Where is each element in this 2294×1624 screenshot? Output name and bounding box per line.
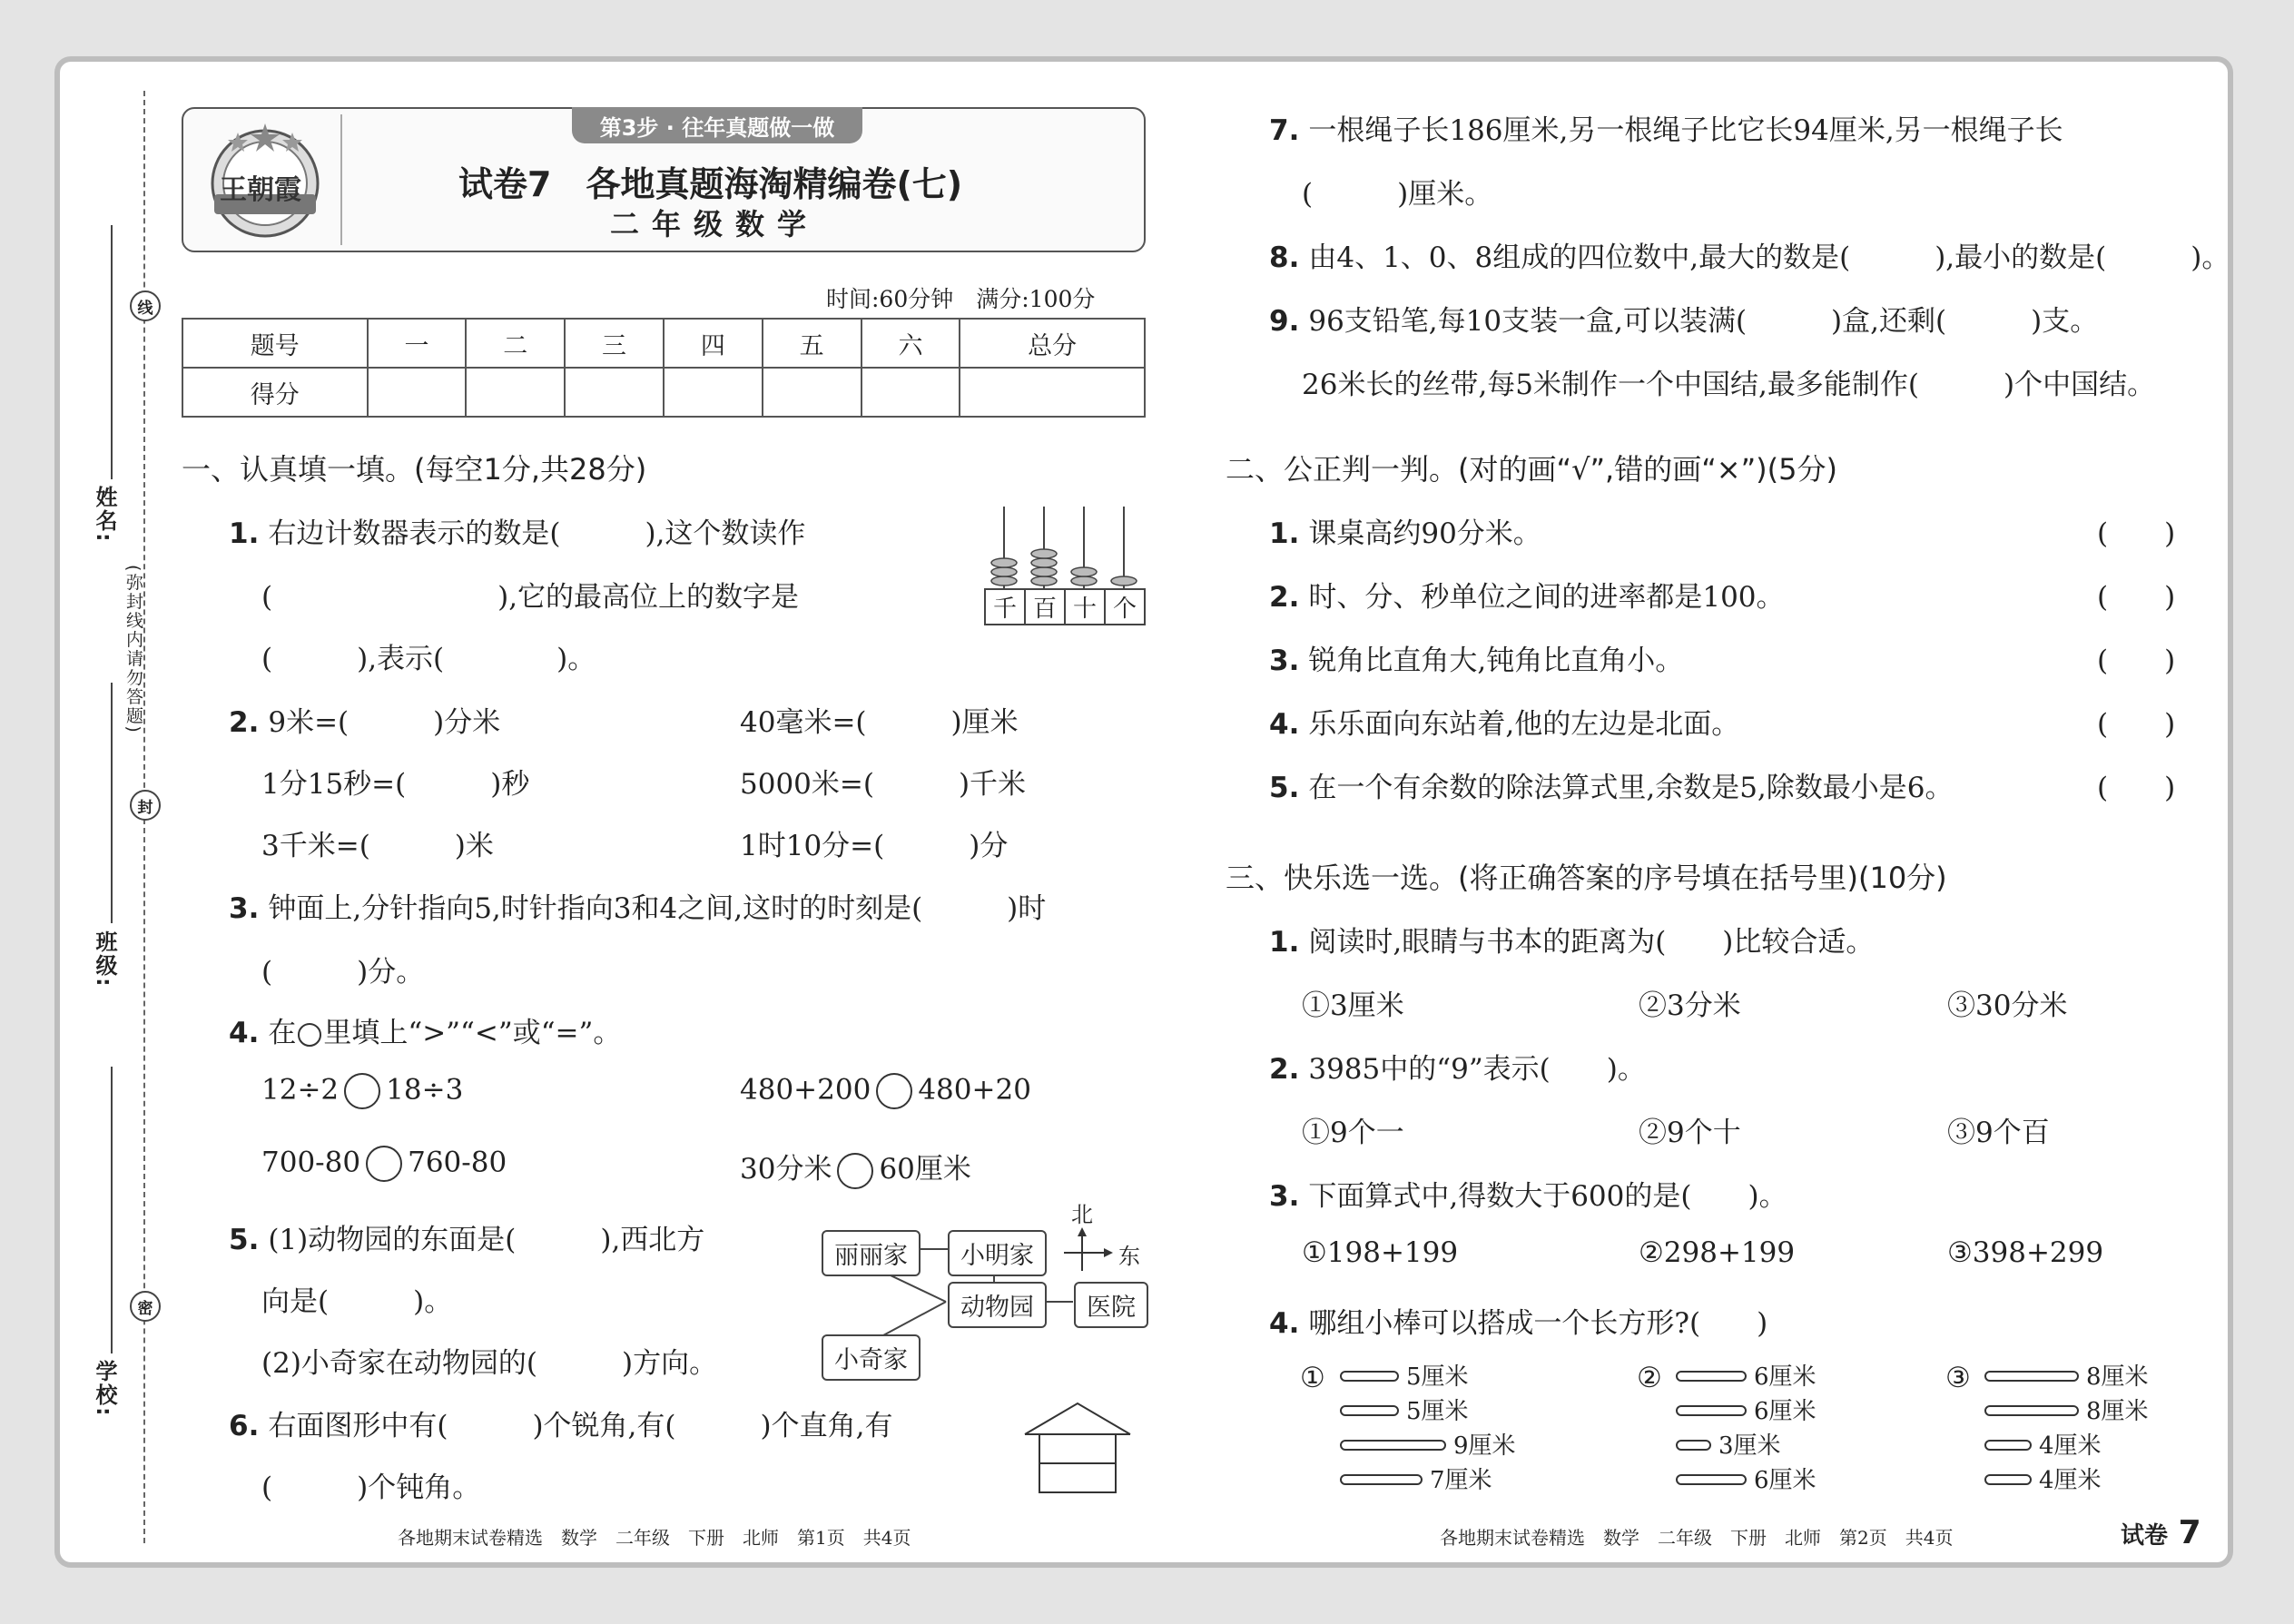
choice-option[interactable]: ③30分米 [1947, 989, 2068, 1022]
score-cell: 四 [664, 319, 763, 368]
judge-mark[interactable]: ( ) [2097, 708, 2176, 741]
q3-line1 [229, 885, 1046, 926]
q3-text: 钟面上,分针指向5,时针指向3和4之间,这时的时刻是( )时 [268, 892, 1047, 925]
stick-label: 9厘米 [1453, 1432, 1516, 1460]
abacus-bead [991, 558, 1017, 567]
footer-left: 各地期末试卷精选 数学 二年级 下册 北师 第1页 共4页 [398, 1527, 911, 1549]
abacus-label: 百 [1026, 590, 1066, 624]
score-input-cell[interactable] [565, 368, 664, 417]
score-cell: 六 [861, 319, 960, 368]
choice-option[interactable]: ②9个十 [1639, 1117, 1741, 1149]
stick-group-marker[interactable]: ③ [1945, 1362, 1971, 1394]
paper-tag [2121, 1514, 2201, 1551]
choice-number: 1. [1269, 926, 1300, 959]
abacus [984, 505, 1147, 632]
stick-label: 7厘米 [1430, 1467, 1492, 1494]
judge-item [1269, 701, 1739, 742]
judge-mark[interactable]: ( ) [2097, 581, 2176, 614]
class-line [111, 683, 113, 923]
q2-text: 9米=( )分米 [268, 706, 501, 739]
compare-circle[interactable] [876, 1073, 912, 1109]
judge-number: 5. [1269, 772, 1300, 804]
stick-label: 4厘米 [2039, 1432, 2102, 1460]
choice-q2 [1269, 1046, 1646, 1087]
score-input-cell[interactable] [861, 368, 960, 417]
stick [1340, 1440, 1446, 1451]
compare-item [740, 1146, 971, 1189]
stick [1984, 1474, 2032, 1485]
stick [1676, 1440, 1711, 1451]
time-info: 时间:60分钟 满分:100分 [826, 286, 1096, 312]
choice-number: 2. [1269, 1053, 1300, 1086]
map-node-xiaoming: 小明家 [948, 1230, 1047, 1276]
compare-item [740, 1073, 1031, 1109]
compass-arrow-icon [1062, 1225, 1117, 1280]
score-cell: 三 [565, 319, 664, 368]
q2-item: 5000米=( )千米 [740, 768, 1027, 801]
judge-number: 1. [1269, 517, 1300, 550]
q2-number: 2. [229, 706, 260, 739]
q7-line1 [1269, 107, 2063, 148]
q6-number: 6. [229, 1410, 260, 1442]
choice-text: 哪组小棒可以搭成一个长方形?( ) [1308, 1307, 1768, 1340]
abacus-bead [991, 567, 1017, 576]
seal-badge-mi: 密 [130, 1291, 161, 1322]
q2-item: 1时10分=( )分 [740, 830, 1009, 862]
q1-line3: ( ),表示( )。 [261, 643, 596, 675]
judge-text: 时、分、秒单位之间的进率都是100。 [1308, 581, 1785, 614]
score-cell: 得分 [182, 368, 368, 417]
q4-intro-b: 里填上“>”“<”或“=”。 [323, 1017, 622, 1049]
judge-text: 在一个有余数的除法算式里,余数是5,除数最小是6。 [1308, 772, 1954, 804]
q5-line1 [229, 1216, 704, 1257]
compare-circle[interactable] [344, 1073, 380, 1109]
circle-icon [298, 1023, 321, 1047]
stick-label: 4厘米 [2039, 1467, 2102, 1494]
choice-number: 4. [1269, 1307, 1300, 1340]
compare-item [261, 1073, 463, 1109]
q8-text: 由4、1、0、8组成的四位数中,最大的数是( ),最小的数是( )。 [1308, 241, 2230, 274]
judge-text: 锐角比直角大,钝角比直角小。 [1308, 645, 1684, 677]
judge-mark[interactable]: ( ) [2097, 645, 2176, 677]
stick [1676, 1474, 1747, 1485]
stick [1340, 1405, 1399, 1416]
q5-line3: (2)小奇家在动物园的( )方向。 [261, 1347, 718, 1380]
q5-number: 5. [229, 1224, 260, 1256]
q9-text: 96支铅笔,每10支装一盒,可以装满( )盒,还剩( )支。 [1308, 305, 2099, 338]
judge-number: 4. [1269, 708, 1300, 741]
choice-number: 3. [1269, 1180, 1300, 1213]
stick [1984, 1405, 2079, 1416]
stick-label: 5厘米 [1406, 1363, 1469, 1391]
stick [1984, 1440, 2032, 1451]
abacus-bead [1031, 567, 1057, 576]
school-label: 学校: [92, 1360, 117, 1418]
compare-left: 12÷2 [261, 1073, 340, 1107]
paper-tag-label: 试卷 [2121, 1522, 2169, 1550]
abacus-bead [1071, 567, 1097, 576]
compare-right: 18÷3 [386, 1073, 464, 1107]
stick-label: 3厘米 [1718, 1432, 1781, 1460]
name-label: 姓名: [92, 486, 117, 544]
stick-label: 6厘米 [1754, 1363, 1816, 1391]
step-banner: 第3步 · 往年真题做一做 [572, 107, 862, 143]
judge-mark[interactable]: ( ) [2097, 772, 2176, 804]
abacus-rods [984, 505, 1147, 595]
q5-text: (1)动物园的东面是( ),西北方 [268, 1224, 705, 1256]
abacus-label: 十 [1066, 590, 1106, 624]
abacus-base [984, 588, 1146, 625]
score-table-score-row [182, 368, 1145, 417]
choice-option[interactable]: ①9个一 [1302, 1117, 1404, 1149]
choice-text: 下面算式中,得数大于600的是( )。 [1308, 1180, 1787, 1213]
score-cell: 总分 [960, 319, 1145, 368]
q8-line1 [1269, 234, 2230, 275]
choice-option[interactable]: ③398+299 [1947, 1236, 2104, 1269]
compare-left: 480+200 [740, 1073, 871, 1107]
abacus-bead [1031, 549, 1057, 558]
choice-q4 [1269, 1300, 1767, 1341]
stick [1984, 1371, 2079, 1382]
logo-text: 王朝霞 [220, 174, 301, 206]
score-table [182, 318, 1146, 418]
q2-item [229, 699, 500, 740]
q3-number: 3. [229, 892, 260, 925]
q7-number: 7. [1269, 114, 1300, 147]
judge-item [1269, 510, 1541, 551]
q1-text: 右边计数器表示的数是( ),这个数读作 [268, 517, 806, 550]
map-node-zoo: 动物园 [948, 1282, 1047, 1328]
seal-badge-feng: 封 [130, 790, 161, 821]
choice-option[interactable]: ③9个百 [1947, 1117, 2050, 1149]
header-divider [340, 114, 342, 245]
q8-number: 8. [1269, 241, 1300, 274]
q9-line1 [1269, 298, 2098, 339]
compare-right: 60厘米 [879, 1153, 971, 1186]
compare-left: 30分米 [740, 1153, 832, 1186]
score-input-cell[interactable] [763, 368, 861, 417]
choice-option[interactable]: ①3厘米 [1302, 989, 1404, 1022]
q7-line2: ( )厘米。 [1302, 178, 1493, 211]
compass-north: 北 [1071, 1202, 1093, 1227]
seal-badge-line: 线 [130, 290, 161, 321]
choice-text: 3985中的“9”表示( )。 [1308, 1053, 1646, 1086]
score-input-cell[interactable] [466, 368, 565, 417]
score-cell: 题号 [182, 319, 368, 368]
judge-text: 乐乐面向东站着,他的左边是北面。 [1308, 708, 1740, 741]
compass-east: 东 [1118, 1244, 1140, 1269]
q4-intro-a: 在 [268, 1017, 297, 1049]
stick [1340, 1474, 1423, 1485]
abacus-bead [991, 576, 1017, 586]
judge-number: 2. [1269, 581, 1300, 614]
abacus-label: 千 [986, 590, 1026, 624]
stick [1676, 1405, 1747, 1416]
compare-right: 760-80 [408, 1146, 507, 1179]
score-input-cell[interactable] [368, 368, 467, 417]
abacus-bead [1071, 576, 1097, 586]
stick [1676, 1371, 1747, 1382]
stick-label: 6厘米 [1754, 1467, 1816, 1494]
q6-line1 [229, 1403, 892, 1443]
class-label: 班级: [92, 930, 117, 989]
abacus-bead [1031, 576, 1057, 586]
choice-option[interactable]: ②298+199 [1639, 1236, 1796, 1269]
q2-item: 1分15秒=( )秒 [261, 768, 530, 801]
map-node-lili: 丽丽家 [822, 1230, 921, 1276]
abacus-bead [1111, 576, 1137, 586]
logo [202, 116, 329, 243]
paper-title: 试卷7 各地真题海淘精编卷(七) [458, 164, 963, 204]
abacus-bead [1031, 558, 1057, 567]
seal-note: (弥封线内请勿答题) [123, 565, 143, 734]
score-cell: 五 [763, 319, 861, 368]
q6-line2: ( )个钝角。 [261, 1471, 481, 1504]
score-input-cell[interactable] [664, 368, 763, 417]
q1-line2: ( ),它的最高位上的数字是 [261, 581, 800, 614]
paper-subtitle: 二年级数学 [610, 207, 820, 241]
house-figure [1021, 1398, 1135, 1498]
judge-number: 3. [1269, 645, 1300, 677]
judge-item [1269, 637, 1683, 678]
q9-number: 9. [1269, 305, 1300, 338]
map-node-xiaoqi: 小奇家 [822, 1334, 921, 1381]
school-line [111, 1067, 113, 1353]
judge-mark[interactable]: ( ) [2097, 517, 2176, 550]
paper-tag-number: 7 [2178, 1514, 2201, 1551]
compare-item [261, 1146, 507, 1182]
judge-item [1269, 764, 1954, 805]
choice-text: 阅读时,眼睛与书本的距离为( )比较合适。 [1308, 926, 1875, 959]
name-line [111, 225, 113, 479]
score-table-header-row [182, 319, 1145, 368]
score-cell: 二 [466, 319, 565, 368]
choice-option[interactable]: ②3分米 [1639, 989, 1741, 1022]
section3-title: 三、快乐选一选。(将正确答案的序号填在括号里)(10分) [1226, 861, 1947, 895]
score-cell: 一 [368, 319, 467, 368]
q1-line1 [229, 510, 805, 551]
q3-line2: ( )分。 [261, 956, 425, 989]
stick-group-marker[interactable]: ② [1637, 1362, 1662, 1394]
q4-intro [229, 1009, 621, 1050]
q5-line2: 向是( )。 [261, 1285, 453, 1318]
q7-text: 一根绳子长186厘米,另一根绳子比它长94厘米,另一根绳子长 [1308, 114, 2063, 147]
choice-option[interactable]: ①198+199 [1302, 1236, 1459, 1269]
map-node-hospital: 医院 [1074, 1282, 1148, 1328]
section2-title: 二、公正判一判。(对的画“√”,错的画“×”)(5分) [1226, 452, 1837, 487]
abacus-label: 个 [1112, 595, 1137, 623]
compare-left: 700-80 [261, 1146, 361, 1179]
compare-circle[interactable] [837, 1153, 873, 1189]
section1-title: 一、认真填一填。(每空1分,共28分) [182, 452, 647, 487]
stick-label: 8厘米 [2086, 1363, 2149, 1391]
q4-number: 4. [229, 1017, 260, 1049]
score-input-cell[interactable] [960, 368, 1145, 417]
stick-label: 8厘米 [2086, 1398, 2149, 1425]
stick-label: 6厘米 [1754, 1398, 1816, 1425]
judge-item [1269, 574, 1785, 615]
choice-q3 [1269, 1173, 1787, 1214]
stick-label: 5厘米 [1406, 1398, 1469, 1425]
stick [1340, 1371, 1399, 1382]
stick-group-marker[interactable]: ① [1300, 1362, 1325, 1394]
q6-text: 右面图形中有( )个锐角,有( )个直角,有 [268, 1410, 893, 1442]
judge-text: 课桌高约90分米。 [1308, 517, 1541, 550]
compare-circle[interactable] [366, 1146, 402, 1182]
q2-item: 3千米=( )米 [261, 830, 494, 862]
q2-item: 40毫米=( )厘米 [740, 706, 1019, 739]
q1-number: 1. [229, 517, 260, 550]
footer-right: 各地期末试卷精选 数学 二年级 下册 北师 第2页 共4页 [1440, 1527, 1954, 1549]
compare-right: 480+20 [918, 1073, 1031, 1107]
q9-line2: 26米长的丝带,每5米制作一个中国结,最多能制作( )个中国结。 [1302, 369, 2156, 401]
choice-q1 [1269, 919, 1874, 960]
